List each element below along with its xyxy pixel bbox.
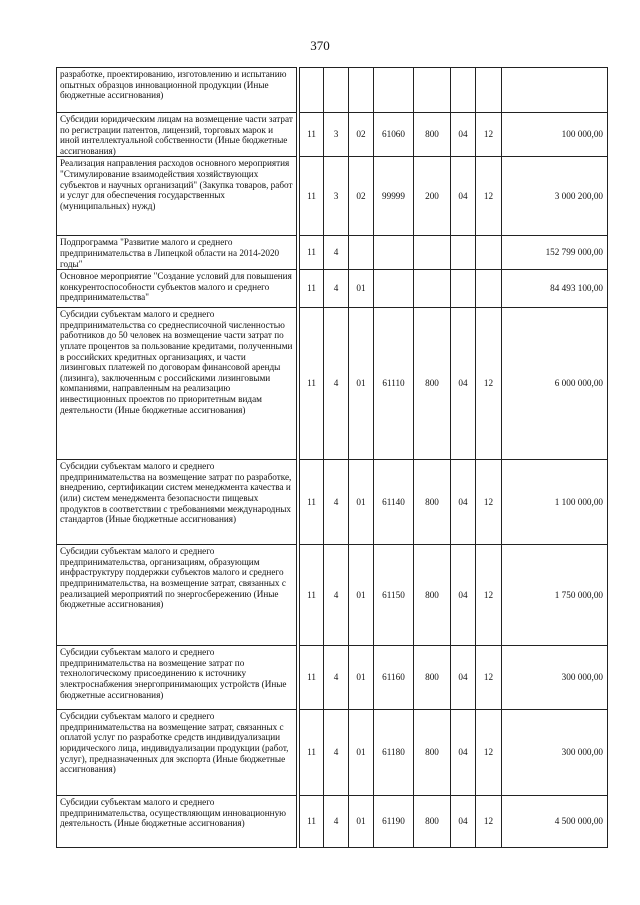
table-row <box>57 796 608 848</box>
row-vr: 200 <box>414 157 451 236</box>
row-pp: 4 <box>324 545 349 646</box>
table-row <box>57 308 608 460</box>
table-row <box>57 545 608 646</box>
row-name: Субсидии субъектам малого и среднего предпринимательства на возмещение затрат по технологическому присоединению к источнику электроснабжения энергопринимающих устройств (Иные бюджетные ассигнования) <box>57 646 297 710</box>
row-pr: 12 <box>476 113 502 157</box>
row-vr: 800 <box>414 796 451 848</box>
row-amount: 1 750 000,00 <box>502 545 608 646</box>
row-dir: 61160 <box>374 646 414 710</box>
table-body <box>57 68 608 848</box>
row-om: 01 <box>349 710 374 796</box>
row-amount: 3 000 200,00 <box>502 157 608 236</box>
row-pp: 3 <box>324 157 349 236</box>
row-amount <box>502 68 608 113</box>
row-rz <box>451 68 476 113</box>
row-rz: 04 <box>451 308 476 460</box>
table-row <box>57 270 608 308</box>
table-row <box>57 460 608 545</box>
budget-table <box>56 67 608 848</box>
row-pr: 12 <box>476 157 502 236</box>
row-dir: 61110 <box>374 308 414 460</box>
row-pr: 12 <box>476 545 502 646</box>
row-pr: 12 <box>476 710 502 796</box>
row-pp: 4 <box>324 308 349 460</box>
row-om: 01 <box>349 460 374 545</box>
row-dir <box>374 236 414 270</box>
row-om <box>349 68 374 113</box>
row-amount: 84 493 100,00 <box>502 270 608 308</box>
row-rz: 04 <box>451 710 476 796</box>
row-pr: 12 <box>476 460 502 545</box>
row-amount: 300 000,00 <box>502 646 608 710</box>
row-name: Субсидии юридическим лицам на возмещение части затрат по регистрации патентов, лицензий, торговых марок и иной интеллектуальной собственности (Иные бюджетные ассигнования) <box>57 113 297 157</box>
row-dir <box>374 68 414 113</box>
row-vr: 800 <box>414 710 451 796</box>
row-gp: 11 <box>300 270 324 308</box>
row-pr <box>476 270 502 308</box>
table-row <box>57 710 608 796</box>
table-row <box>57 646 608 710</box>
row-dir: 61180 <box>374 710 414 796</box>
row-om: 01 <box>349 270 374 308</box>
row-om: 01 <box>349 646 374 710</box>
row-rz: 04 <box>451 545 476 646</box>
row-gp: 11 <box>300 545 324 646</box>
table-row <box>57 236 608 270</box>
row-name: Субсидии субъектам малого и среднего предпринимательства на возмещение затрат, связанных с оплатой услуг по разработке средств индивидуализации юридического лица, индивидуализации продукции (работ, услуг), предназначенных для экспорта (Иные бюджетные ассигнования) <box>57 710 297 796</box>
row-pr: 12 <box>476 646 502 710</box>
row-om: 01 <box>349 545 374 646</box>
row-om: 02 <box>349 113 374 157</box>
row-name: Реализация направления расходов основного мероприятия "Стимулирование взаимодействия хозяйствующих субъектов и научных организаций" (Закупка товаров, работ и услуг для обеспечения государственных (муниципальных) нужд) <box>57 157 297 236</box>
row-pp <box>324 68 349 113</box>
row-om <box>349 236 374 270</box>
row-name: разработке, проектированию, изготовлению и испытанию опытных образцов инновационной продукции (Иные бюджетные ассигнования) <box>57 68 297 113</box>
row-pp: 3 <box>324 113 349 157</box>
row-pp: 4 <box>324 460 349 545</box>
row-vr <box>414 236 451 270</box>
row-vr: 800 <box>414 308 451 460</box>
row-name: Подпрограмма "Развитие малого и среднего предпринимательства в Липецкой области на 2014-2020 годы" <box>57 236 297 270</box>
row-amount: 152 799 000,00 <box>502 236 608 270</box>
row-amount: 300 000,00 <box>502 710 608 796</box>
row-dir: 61140 <box>374 460 414 545</box>
row-vr: 800 <box>414 646 451 710</box>
row-rz: 04 <box>451 460 476 545</box>
row-pp: 4 <box>324 646 349 710</box>
row-rz: 04 <box>451 157 476 236</box>
row-dir <box>374 270 414 308</box>
row-name: Субсидии субъектам малого и среднего предпринимательства, организациям, образующим инфраструктуру поддержки субъектов малого и среднего предпринимательства, на возмещение затрат, связанных с реализацией мероприятий по энергосбережению (Иные бюджетные ассигнования) <box>57 545 297 646</box>
row-gp: 11 <box>300 710 324 796</box>
row-rz <box>451 270 476 308</box>
row-vr: 800 <box>414 113 451 157</box>
row-om: 01 <box>349 796 374 848</box>
row-amount: 100 000,00 <box>502 113 608 157</box>
row-rz: 04 <box>451 796 476 848</box>
row-name: Субсидии субъектам малого и среднего предпринимательства со среднесписочной численностью работников до 50 человек на возмещение части затрат по уплате процентов за пользование кредитами, полученными в российских кредитных организациях, и части лизинговых платежей по договорам финансовой аренды (лизинга), заключенным с российскими лизинговыми компаниями, направленным на реализацию инвестиционных проектов по приоритетным видам деятельности (Иные бюджетные ассигнования) <box>57 308 297 460</box>
row-om: 02 <box>349 157 374 236</box>
row-gp: 11 <box>300 796 324 848</box>
row-gp: 11 <box>300 308 324 460</box>
row-pp: 4 <box>324 710 349 796</box>
row-dir: 61060 <box>374 113 414 157</box>
row-pr <box>476 68 502 113</box>
row-pr: 12 <box>476 308 502 460</box>
table-row <box>57 157 608 236</box>
row-vr <box>414 270 451 308</box>
row-rz <box>451 236 476 270</box>
row-pp: 4 <box>324 236 349 270</box>
row-dir: 99999 <box>374 157 414 236</box>
table-row <box>57 68 608 113</box>
row-amount: 1 100 000,00 <box>502 460 608 545</box>
row-pp: 4 <box>324 270 349 308</box>
row-pr <box>476 236 502 270</box>
row-gp: 11 <box>300 113 324 157</box>
row-dir: 61150 <box>374 545 414 646</box>
row-amount: 6 000 000,00 <box>502 308 608 460</box>
page-number: 370 <box>310 38 330 53</box>
row-rz: 04 <box>451 113 476 157</box>
row-gp: 11 <box>300 460 324 545</box>
row-name: Основное мероприятие "Создание условий для повышения конкурентоспособности субъектов малого и среднего предпринимательства" <box>57 270 297 308</box>
table-row <box>57 113 608 157</box>
row-name: Субсидии субъектам малого и среднего предпринимательства на возмещение затрат по разработке, внедрению, сертификации систем менеджмента качества и (или) систем менеджмента безопасности пищевых продуктов в соответствии с требованиями международных стандартов (Иные бюджетные ассигнования) <box>57 460 297 545</box>
row-gp: 11 <box>300 236 324 270</box>
row-dir: 61190 <box>374 796 414 848</box>
row-name: Субсидии субъектам малого и среднего предпринимательства, осуществляющим инновационную деятельность (Иные бюджетные ассигнования) <box>57 796 297 848</box>
row-amount: 4 500 000,00 <box>502 796 608 848</box>
row-vr: 800 <box>414 460 451 545</box>
row-vr <box>414 68 451 113</box>
row-gp: 11 <box>300 157 324 236</box>
row-vr: 800 <box>414 545 451 646</box>
row-rz: 04 <box>451 646 476 710</box>
row-gp <box>300 68 324 113</box>
row-om: 01 <box>349 308 374 460</box>
row-gp: 11 <box>300 646 324 710</box>
row-pr: 12 <box>476 796 502 848</box>
row-pp: 4 <box>324 796 349 848</box>
